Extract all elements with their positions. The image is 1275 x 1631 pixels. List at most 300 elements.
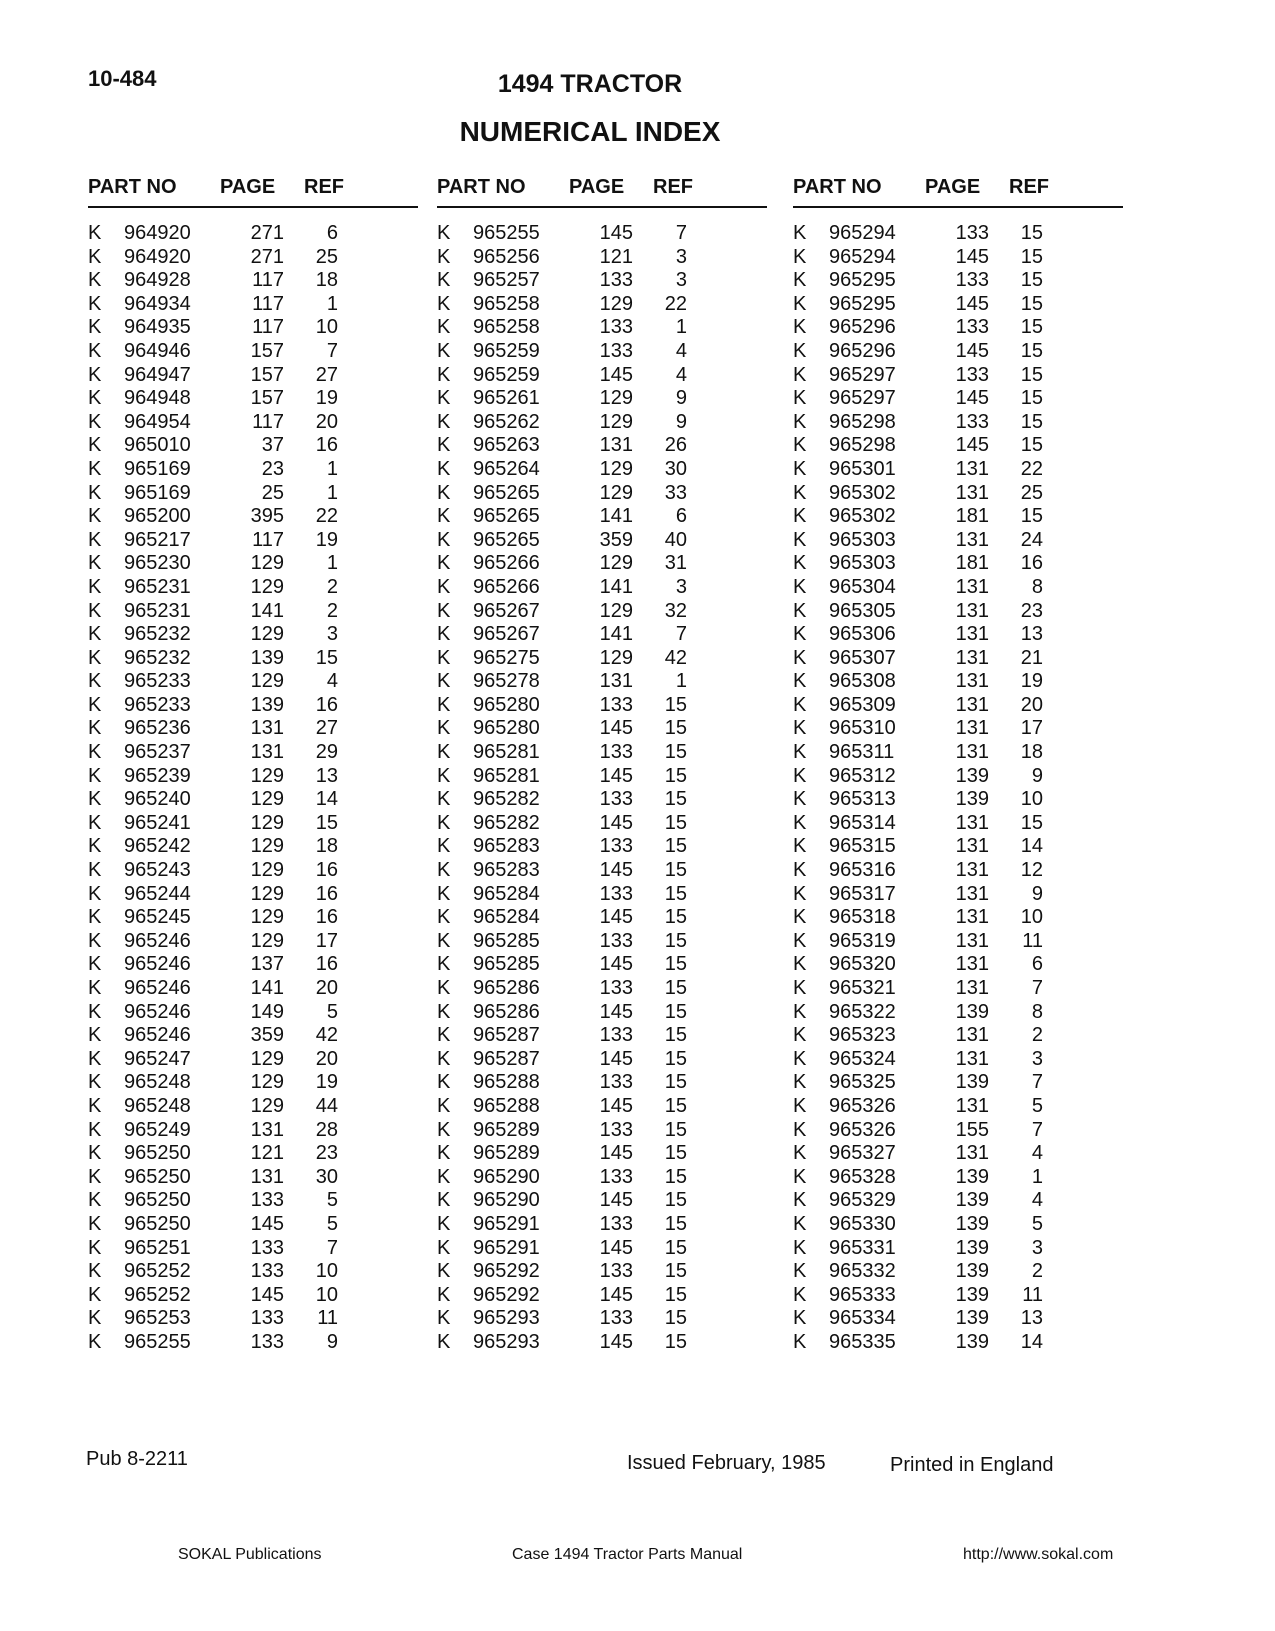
part-prefix: K: [793, 929, 807, 952]
ref-number: 9: [675, 410, 687, 433]
part-prefix: K: [793, 1142, 807, 1165]
ref-number: 3: [1031, 1236, 1043, 1259]
part-number: 965231: [124, 575, 191, 598]
page-number: 139: [955, 1236, 989, 1259]
ref-number: 25: [1020, 481, 1043, 504]
table-row: [437, 906, 767, 930]
ref-number: 15: [1020, 269, 1043, 292]
part-prefix: K: [437, 1307, 451, 1330]
table-row: [793, 623, 1123, 647]
part-prefix: K: [793, 410, 807, 433]
table-row: [88, 411, 418, 435]
page-number: 141: [599, 623, 633, 646]
part-number: 965169: [124, 481, 191, 504]
ref-number: 7: [1031, 977, 1043, 999]
part-number: 965304: [829, 575, 896, 598]
ref-number: 15: [1020, 505, 1043, 528]
table-row: [793, 953, 1123, 977]
part-prefix: K: [88, 1118, 102, 1141]
document-subtitle: NUMERICAL INDEX: [459, 116, 721, 147]
table-row: [793, 835, 1123, 859]
part-prefix: K: [88, 552, 102, 575]
table-row: [793, 1307, 1123, 1331]
part-number: 965232: [124, 646, 191, 669]
part-prefix: K: [437, 575, 451, 598]
page-number: 139: [955, 1283, 989, 1306]
part-number: 965294: [829, 245, 896, 268]
page-number: 133: [955, 222, 989, 244]
ref-number: 15: [664, 788, 687, 811]
part-number: 965244: [124, 882, 191, 905]
part-number: 965288: [473, 1071, 540, 1094]
part-number: 965307: [829, 646, 896, 669]
part-number: 965306: [829, 623, 896, 646]
part-prefix: K: [793, 575, 807, 598]
ref-number: 4: [675, 363, 687, 386]
page-number: 131: [955, 693, 989, 716]
table-row: [88, 1237, 418, 1261]
part-number: 965263: [473, 434, 540, 457]
part-prefix: K: [88, 528, 102, 551]
ref-number: 15: [664, 953, 687, 976]
part-number: 965250: [124, 1165, 191, 1188]
part-number: 965242: [124, 835, 191, 858]
ref-number: 15: [664, 1094, 687, 1117]
ref-number: 6: [326, 222, 338, 244]
ref-number: 23: [1020, 599, 1043, 622]
table-row: [793, 788, 1123, 812]
part-number: 965281: [473, 741, 540, 764]
page-number: 145: [599, 1047, 633, 1070]
part-prefix: K: [437, 670, 451, 693]
part-prefix: K: [793, 222, 807, 244]
page-number: 141: [250, 599, 284, 622]
ref-number: 6: [1031, 953, 1043, 976]
ref-number: 10: [1020, 906, 1043, 929]
part-number: 965323: [829, 1024, 896, 1047]
table-row: [88, 1284, 418, 1308]
page-number: 141: [599, 575, 633, 598]
part-prefix: K: [793, 316, 807, 339]
part-number: 965250: [124, 1142, 191, 1165]
part-number: 965253: [124, 1307, 191, 1330]
part-prefix: K: [88, 245, 102, 268]
page-number: 131: [250, 717, 284, 740]
ref-number: 4: [675, 339, 687, 362]
part-number: 965258: [473, 316, 540, 339]
part-prefix: K: [793, 1000, 807, 1023]
ref-number: 15: [664, 693, 687, 716]
table-row: [88, 293, 418, 317]
part-number: 965318: [829, 906, 896, 929]
table-row: [793, 1213, 1123, 1237]
table-row: [88, 552, 418, 576]
part-number: 965293: [473, 1330, 540, 1353]
table-row: [88, 859, 418, 883]
part-prefix: K: [793, 977, 807, 999]
part-prefix: K: [88, 575, 102, 598]
part-prefix: K: [88, 623, 102, 646]
table-row: [88, 387, 418, 411]
page-number: 131: [955, 977, 989, 999]
table-row: [437, 529, 767, 553]
part-prefix: K: [793, 1236, 807, 1259]
part-prefix: K: [793, 481, 807, 504]
table-row: [88, 458, 418, 482]
table-row: [793, 647, 1123, 671]
page-number: 145: [599, 1189, 633, 1212]
part-number: 965282: [473, 811, 540, 834]
part-prefix: K: [793, 245, 807, 268]
part-prefix: K: [437, 528, 451, 551]
part-prefix: K: [437, 741, 451, 764]
table-row: [437, 1142, 767, 1166]
page-number: 133: [250, 1260, 284, 1283]
part-number: 965264: [473, 457, 540, 480]
part-number: 964928: [124, 269, 191, 292]
part-number: 965330: [829, 1212, 896, 1235]
ref-number: 3: [326, 623, 338, 646]
page-number: 131: [955, 457, 989, 480]
part-prefix: K: [793, 505, 807, 528]
part-number: 965293: [473, 1307, 540, 1330]
ref-number: 15: [664, 1118, 687, 1141]
part-prefix: K: [437, 339, 451, 362]
part-prefix: K: [793, 1189, 807, 1212]
part-number: 965239: [124, 764, 191, 787]
page-number: 131: [955, 528, 989, 551]
table-row: [437, 576, 767, 600]
ref-number: 4: [1031, 1189, 1043, 1212]
table-row: [88, 269, 418, 293]
page-number: 129: [599, 292, 633, 315]
page-number: 271: [250, 222, 284, 244]
table-row: [793, 222, 1123, 246]
ref-number: 17: [315, 929, 338, 952]
ref-number: 18: [1020, 741, 1043, 764]
page-number: 145: [599, 906, 633, 929]
table-row: [437, 505, 767, 529]
page-number: 23: [261, 457, 284, 480]
part-prefix: K: [793, 457, 807, 480]
part-prefix: K: [437, 1283, 451, 1306]
part-number: 965287: [473, 1024, 540, 1047]
table-row: [88, 316, 418, 340]
page-number: 145: [955, 434, 989, 457]
table-row: [793, 269, 1123, 293]
page-number: 131: [955, 835, 989, 858]
ref-number: 25: [315, 245, 338, 268]
part-prefix: K: [437, 623, 451, 646]
part-number: 965231: [124, 599, 191, 622]
table-row: [793, 529, 1123, 553]
ref-number: 15: [1020, 387, 1043, 410]
page-number: 117: [252, 269, 284, 292]
ref-number: 2: [326, 575, 338, 598]
page-number: 133: [250, 1189, 284, 1212]
part-prefix: K: [437, 1071, 451, 1094]
part-number: 965291: [473, 1212, 540, 1235]
table-row: [793, 1284, 1123, 1308]
part-prefix: K: [88, 505, 102, 528]
part-prefix: K: [437, 552, 451, 575]
ref-number: 15: [664, 1283, 687, 1306]
page-number: 129: [599, 457, 633, 480]
ref-number: 15: [1020, 316, 1043, 339]
page-number: 131: [955, 1142, 989, 1165]
part-prefix: K: [88, 1283, 102, 1306]
part-prefix: K: [793, 670, 807, 693]
part-number: 965325: [829, 1071, 896, 1094]
page-number: 131: [955, 1094, 989, 1117]
part-prefix: K: [88, 764, 102, 787]
part-number: 965246: [124, 977, 191, 999]
page-number: 37: [261, 434, 284, 457]
part-number: 965265: [473, 528, 540, 551]
part-number: 965291: [473, 1236, 540, 1259]
page-number: 117: [252, 316, 284, 339]
page-number: 129: [250, 859, 284, 882]
part-number: 965233: [124, 670, 191, 693]
page-number: 145: [955, 245, 989, 268]
part-number: 965247: [124, 1047, 191, 1070]
table-row: [88, 717, 418, 741]
column-header: [88, 172, 418, 208]
part-prefix: K: [437, 646, 451, 669]
part-number: 965305: [829, 599, 896, 622]
part-number: 965248: [124, 1071, 191, 1094]
ref-number: 1: [326, 552, 338, 575]
part-number: 964934: [124, 292, 191, 315]
part-number: 965320: [829, 953, 896, 976]
table-row: [437, 788, 767, 812]
page-number: 359: [250, 1024, 284, 1047]
table-row: [437, 977, 767, 1001]
part-number: 965262: [473, 410, 540, 433]
page-number: 141: [250, 977, 284, 999]
table-row: [793, 576, 1123, 600]
ref-number: 16: [1020, 552, 1043, 575]
page-number: 131: [250, 1118, 284, 1141]
part-number: 964920: [124, 245, 191, 268]
table-row: [793, 387, 1123, 411]
ref-number: 15: [664, 906, 687, 929]
page-number: 129: [250, 882, 284, 905]
part-number: 965280: [473, 717, 540, 740]
part-number: 965327: [829, 1142, 896, 1165]
ref-number: 15: [664, 1000, 687, 1023]
ref-number: 7: [1031, 1071, 1043, 1094]
part-number: 965297: [829, 363, 896, 386]
ref-number: 15: [664, 1165, 687, 1188]
part-number: 965232: [124, 623, 191, 646]
page-number: 131: [955, 623, 989, 646]
page-number: 131: [955, 575, 989, 598]
page-number: 133: [599, 269, 633, 292]
part-prefix: K: [88, 457, 102, 480]
table-row: [793, 741, 1123, 765]
part-number: 965314: [829, 811, 896, 834]
table-row: [88, 1142, 418, 1166]
ref-number: 40: [664, 528, 687, 551]
page-code: 10-484: [88, 66, 157, 91]
part-number: 965309: [829, 693, 896, 716]
page-number: 129: [250, 552, 284, 575]
part-number: 965284: [473, 882, 540, 905]
ref-number: 5: [326, 1212, 338, 1235]
ref-number: 3: [675, 245, 687, 268]
page-number: 133: [599, 1024, 633, 1047]
part-prefix: K: [88, 481, 102, 504]
ref-number: 26: [664, 434, 687, 457]
ref-number: 10: [315, 1260, 338, 1283]
table-row: [88, 1048, 418, 1072]
table-row: [437, 316, 767, 340]
page-number: 145: [250, 1212, 284, 1235]
table-row: [437, 552, 767, 576]
part-number: 965278: [473, 670, 540, 693]
table-row: [88, 1260, 418, 1284]
ref-number: 14: [315, 788, 338, 811]
ref-number: 1: [1031, 1165, 1043, 1188]
ref-number: 15: [315, 646, 338, 669]
ref-number: 5: [326, 1000, 338, 1023]
publisher-name: SOKAL Publications: [178, 1546, 322, 1563]
table-row: [793, 859, 1123, 883]
ref-number: 3: [675, 575, 687, 598]
table-row: [437, 1237, 767, 1261]
part-number: 964920: [124, 222, 191, 244]
table-row: [88, 1095, 418, 1119]
table-row: [793, 600, 1123, 624]
page-number: 129: [250, 906, 284, 929]
page-number: 271: [250, 245, 284, 268]
table-row: [793, 1331, 1123, 1355]
page-number: 133: [599, 1307, 633, 1330]
part-prefix: K: [793, 764, 807, 787]
part-number: 965246: [124, 929, 191, 952]
part-prefix: K: [793, 693, 807, 716]
ref-number: 27: [315, 363, 338, 386]
table-row: [793, 765, 1123, 789]
part-number: 965331: [829, 1236, 896, 1259]
ref-number: 42: [664, 646, 687, 669]
part-number: 964947: [124, 363, 191, 386]
table-row: [437, 1095, 767, 1119]
index-rows: [88, 222, 418, 1355]
ref-number: 22: [1020, 457, 1043, 480]
page-number: 133: [599, 882, 633, 905]
ref-number: 15: [664, 764, 687, 787]
table-row: [437, 1331, 767, 1355]
part-number: 965010: [124, 434, 191, 457]
table-row: [437, 1166, 767, 1190]
ref-number: 13: [1020, 1307, 1043, 1330]
ref-number: 15: [1020, 245, 1043, 268]
page-number: 133: [250, 1236, 284, 1259]
page-number: 139: [955, 1000, 989, 1023]
part-prefix: K: [88, 222, 102, 244]
part-number: 965302: [829, 481, 896, 504]
part-number: 965326: [829, 1118, 896, 1141]
ref-number: 16: [315, 693, 338, 716]
part-prefix: K: [88, 1236, 102, 1259]
page-number: 133: [599, 1260, 633, 1283]
part-prefix: K: [793, 339, 807, 362]
table-row: [793, 1237, 1123, 1261]
part-prefix: K: [88, 646, 102, 669]
table-row: [88, 1071, 418, 1095]
part-prefix: K: [437, 481, 451, 504]
ref-number: 15: [664, 835, 687, 858]
page-number: 145: [955, 292, 989, 315]
table-row: [793, 1048, 1123, 1072]
table-row: [437, 647, 767, 671]
page-number: 131: [955, 859, 989, 882]
table-row: [793, 552, 1123, 576]
page-number: 133: [955, 363, 989, 386]
page-number: 131: [955, 717, 989, 740]
table-row: [793, 293, 1123, 317]
page-number: 133: [599, 788, 633, 811]
page-number: 25: [261, 481, 284, 504]
part-prefix: K: [793, 882, 807, 905]
ref-number: 7: [326, 339, 338, 362]
ref-number: 7: [675, 222, 687, 244]
part-number: 965281: [473, 764, 540, 787]
table-row: [88, 670, 418, 694]
part-prefix: K: [437, 1212, 451, 1235]
part-prefix: K: [437, 953, 451, 976]
page-number: 133: [599, 1118, 633, 1141]
part-prefix: K: [88, 387, 102, 410]
table-row: [793, 434, 1123, 458]
part-prefix: K: [437, 1118, 451, 1141]
ref-number: 9: [1031, 764, 1043, 787]
part-number: 965169: [124, 457, 191, 480]
ref-number: 4: [1031, 1142, 1043, 1165]
table-row: [88, 1189, 418, 1213]
ref-number: 20: [1020, 693, 1043, 716]
part-prefix: K: [793, 1047, 807, 1070]
ref-number: 31: [664, 552, 687, 575]
ref-number: 16: [315, 906, 338, 929]
part-number: 965257: [473, 269, 540, 292]
page-number: 131: [599, 670, 633, 693]
ref-number: 4: [326, 670, 338, 693]
ref-number: 19: [1020, 670, 1043, 693]
part-number: 965267: [473, 599, 540, 622]
table-row: [88, 953, 418, 977]
page-number: 133: [599, 693, 633, 716]
page-number: 131: [955, 599, 989, 622]
ref-number: 7: [1031, 1118, 1043, 1141]
table-row: [437, 741, 767, 765]
header-part-no: PART NO: [88, 176, 177, 198]
page-number: 129: [250, 835, 284, 858]
part-prefix: K: [437, 929, 451, 952]
ref-number: 3: [675, 269, 687, 292]
ref-number: 16: [315, 434, 338, 457]
index-rows: [437, 222, 767, 1355]
part-number: 965312: [829, 764, 896, 787]
ref-number: 5: [1031, 1094, 1043, 1117]
ref-number: 15: [1020, 339, 1043, 362]
printed-location: Printed in England: [890, 1454, 1054, 1476]
part-number: 965259: [473, 339, 540, 362]
column-header: [437, 172, 767, 208]
part-number: 965233: [124, 693, 191, 716]
